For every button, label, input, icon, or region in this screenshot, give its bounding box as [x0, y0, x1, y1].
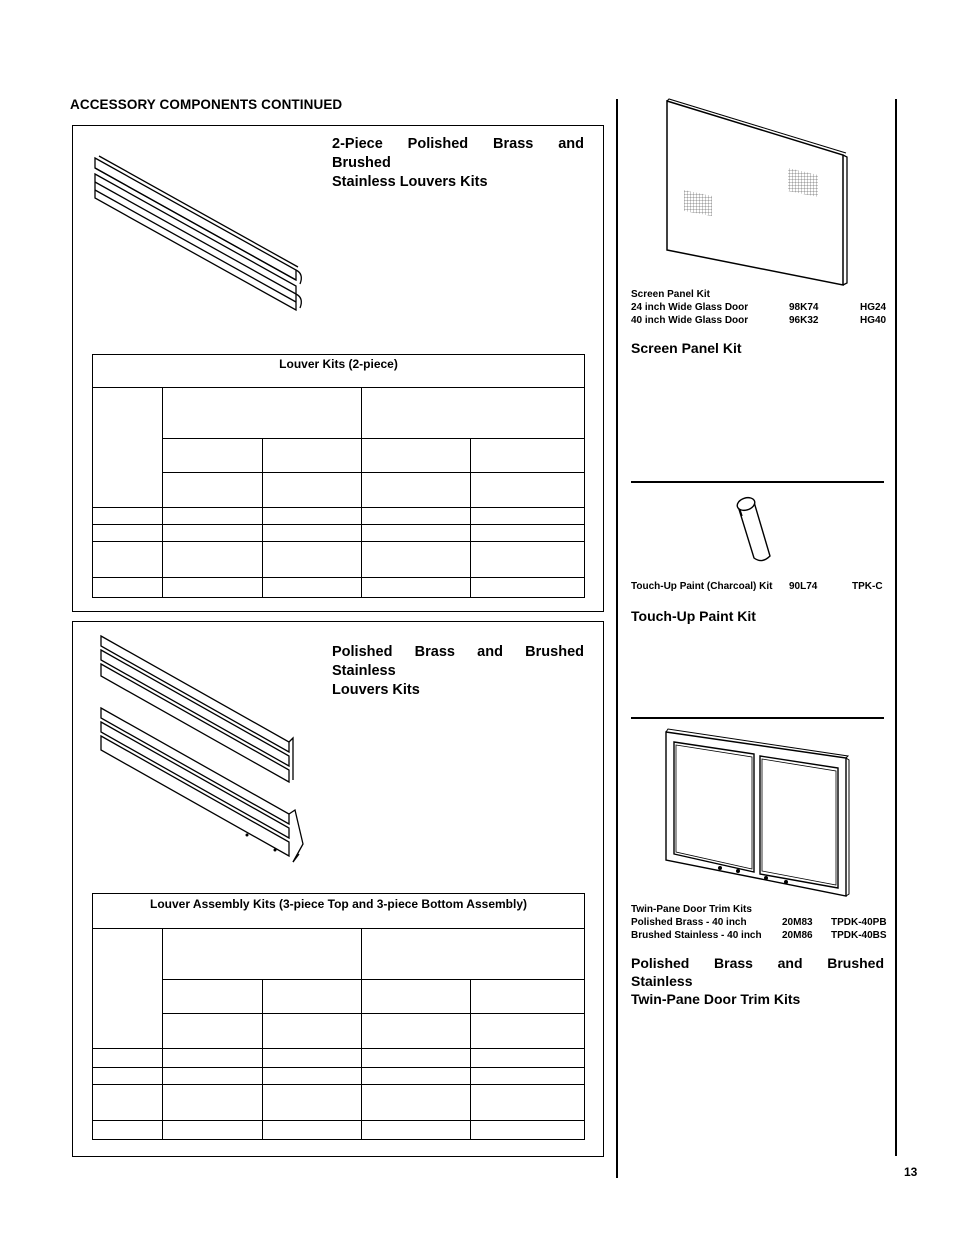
louver-kit-2piece-box [72, 125, 604, 612]
separator-twin-pane [631, 717, 884, 719]
louver-assembly-kits-table [92, 893, 585, 1140]
page-number: 13 [904, 1165, 918, 1179]
twin-pane-line-2-code1: 20M86 [782, 930, 813, 941]
kit2-title-line1: Polished Brass and Brushed Stainless [332, 644, 584, 679]
paint-can-icon [732, 492, 776, 564]
kit1-title-line2: Stainless Louvers Kits [332, 174, 488, 190]
louver-assembly-illustration [97, 630, 312, 875]
twin-pane-line-1-code2: TPDK-40PB [831, 917, 887, 928]
column-divider-right [895, 99, 897, 1156]
screen-panel-kit-lines [631, 288, 886, 330]
louver-kits-table [92, 354, 585, 598]
twin-pane-door-illustration [660, 728, 852, 898]
screen-panel-line-2-code2: HG40 [860, 315, 887, 326]
screen-panel-line-2-code1: 96K32 [789, 315, 819, 326]
touch-up-line [631, 580, 886, 593]
column-divider-left [616, 99, 618, 1178]
twin-pane-line-2-name: Brushed Stainless - 40 inch [631, 930, 762, 941]
twin-pane-line-0-name: Twin-Pane Door Trim Kits [631, 904, 752, 915]
twin-pane-line-1-code1: 20M83 [782, 917, 813, 928]
kit2-title-line2: Louvers Kits [332, 682, 420, 698]
touch-up-code2: TPK-C [852, 581, 883, 592]
screen-panel-illustration [660, 98, 852, 286]
screen-panel-line-1-code2: HG24 [860, 302, 887, 313]
screen-panel-line-1-name: 24 inch Wide Glass Door [631, 302, 749, 313]
kit1-title-line1: 2-Piece Polished Brass and Brushed [332, 136, 584, 171]
twin-pane-kit-lines [631, 903, 891, 945]
screen-panel-heading: Screen Panel Kit [631, 340, 742, 356]
touch-up-heading: Touch-Up Paint Kit [631, 608, 756, 624]
screen-panel-line-2-name: 40 inch Wide Glass Door [631, 315, 749, 326]
louver-2piece-illustration [91, 152, 306, 317]
twin-pane-heading-line1: Polished Brass and Brushed Stainless [631, 955, 884, 989]
section-title: ACCESSORY COMPONENTS CONTINUED [70, 97, 343, 112]
screen-panel-line-1-code1: 98K74 [789, 302, 819, 313]
twin-pane-line-1-name: Polished Brass - 40 inch [631, 917, 747, 928]
twin-pane-line-2-code2: TPDK-40BS [831, 930, 887, 941]
twin-pane-heading-line2: Twin-Pane Door Trim Kits [631, 991, 801, 1007]
touch-up-name: Touch-Up Paint (Charcoal) Kit [631, 581, 773, 592]
separator-touch-up [631, 481, 884, 483]
louver-kits-table-title: Louver Kits (2-piece) [93, 355, 585, 388]
screen-panel-line-0-name: Screen Panel Kit [631, 289, 710, 300]
louver-assembly-kit-box [72, 621, 604, 1157]
louver-assembly-table-title: Louver Assembly Kits (3-piece Top and 3-piece Bottom Assembly) [93, 894, 585, 929]
touch-up-code1: 90L74 [789, 581, 818, 592]
